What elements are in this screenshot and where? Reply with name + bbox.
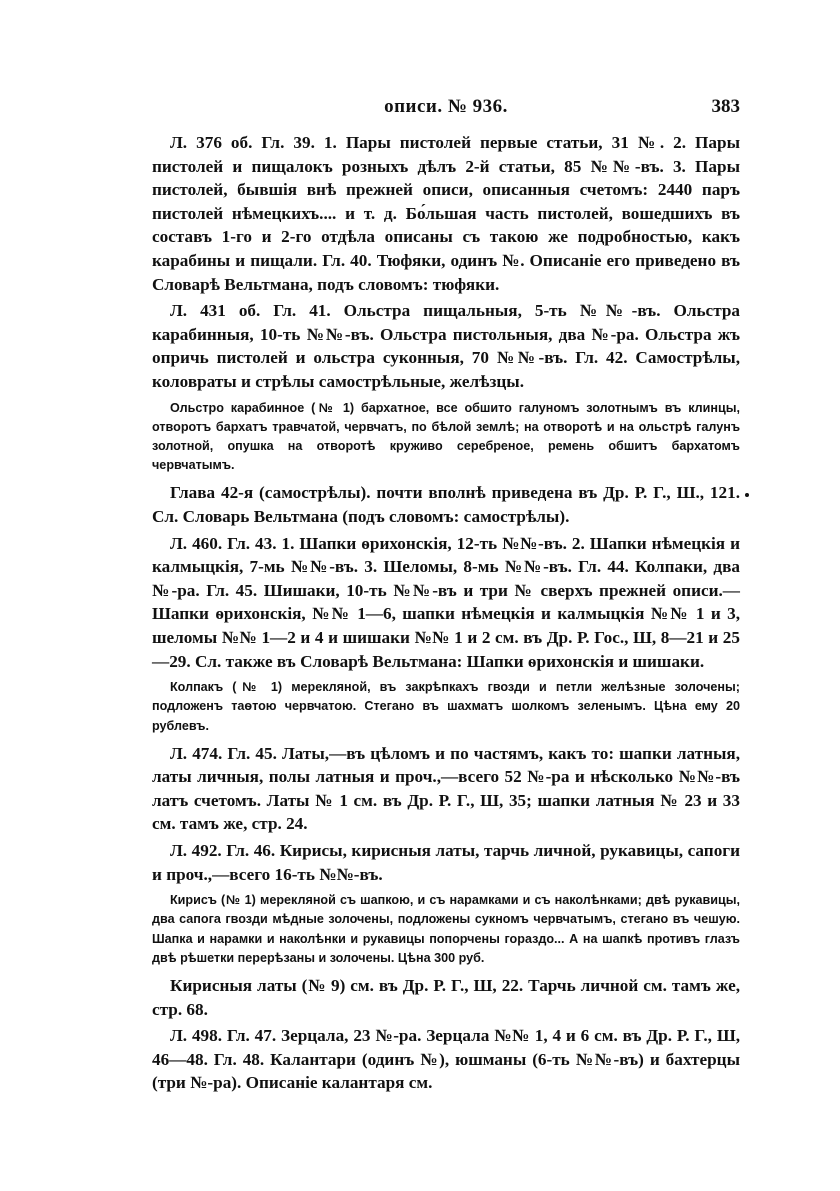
paragraph-l498: Л. 498. Гл. 47. Зерцала, 23 №-ра. Зерцала №№ 1, 4 и 6 см. въ Др. Р. Г., Ш, 46—48. Гл. 48. Калантари (одинъ №), юшманы (6-ть №№-въ) и бахтерцы (три №-ра). Описаніе калантаря см. bbox=[152, 1026, 740, 1093]
running-title: описи. № 936. bbox=[384, 96, 508, 117]
page-number: 383 bbox=[711, 96, 740, 117]
paragraph-l460: Л. 460. Гл. 43. 1. Шапки ѳрихонскія, 12-ть №№-въ. 2. Шапки нѣмецкія и калмыцкія, 7-мь №№-въ. 3. Шеломы, 8-мь №№-въ. Гл. 44. Колпаки, два №-ра. Гл. 45. Шишаки, 10-ть №№-въ и три № сверхъ прежней описи.—Шапки ѳрихонскія, №№ 1—6, шапки нѣмецкія и калмыцкія №№ 1 и 3, шеломы №№ 1—2 и 4 и шишаки №№ 1 и 2 см. въ Др. Р. Гос., Ш, 8—21 и 25—29. Сл. также въ Словарѣ Вельтмана: Шапки ѳрихонскія и шишаки. bbox=[152, 533, 740, 671]
quote-kiris: Кирисъ (№ 1) мерекляной съ шапкою, и съ нарамками и съ наколѣнками; двѣ рукавицы, два сапога гвозди мѣдные золочены, подложены сукномъ червчатымъ, стегано въ чешую. Шапка и нарамки и наколѣнки и рукавицы попорчены гораздо... А на шапкѣ противъ глазъ двѣ рѣшетки перерѣзаны и золочены. Цѣна 300 руб. bbox=[152, 893, 740, 965]
paragraph-l431: Л. 431 об. Гл. 41. Ольстра пищальныя, 5-ть №№-въ. Ольстра карабинныя, 10-ть №№-въ. Ольстра пистольныя, два №-ра. Ольстра жъ опричь пистолей и ольстра суконныя, 70 №№-въ. Гл. 42. Самострѣлы, коловраты и стрѣлы самострѣльные, желѣзцы. bbox=[152, 301, 740, 391]
paragraph-l492: Л. 492. Гл. 46. Кирисы, кирисныя латы, тарчь личной, рукавицы, сапоги и проч.,—всего 16-ть №№-въ. bbox=[152, 841, 740, 884]
paragraph-l376: Л. 376 об. Гл. 39. 1. Пары пистолей первые статьи, 31 №. 2. Пары пистолей и пищалокъ розныхъ дѣлъ 2-й статьи, 85 №№-въ. 3. Пары пистолей, бывшія внѣ прежней описи, описанныя счетомъ: 2440 паръ пистолей нѣмецкихъ.... и т. д. Бо́льшая часть пистолей, вошедшихъ въ составъ 1-го и 2-го отдѣла описаны съ такою же подробностью, какъ карабины и пищали. Гл. 40. Тюфяки, одинъ №. Описаніе его приведено въ Словарѣ Вельтмана, подъ словомъ: тюфяки. bbox=[152, 133, 740, 294]
paragraph-kirisnye-laty: Кирисныя латы (№ 9) см. въ Др. Р. Г., Ш, 22. Тарчь личной см. тамъ же, стр. 68. bbox=[152, 976, 740, 1019]
page-body bbox=[152, 130, 740, 1095]
quote-olstro: Ольстро карабинное (№ 1) бархатное, все обшито галуномъ золотнымъ въ клинцы, отворотъ бархатъ травчатой, червчатъ, по бѣлой землѣ; на отворотѣ и на ольстрѣ галунъ золотной, опушка на отворотѣ круживо серебреное, ремень обшитъ бархатомъ червчатымъ. bbox=[152, 400, 740, 473]
paragraph-l474: Л. 474. Гл. 45. Латы,—въ цѣломъ и по частямъ, какъ то: шапки латныя, латы личныя, полы латныя и проч.,—всего 52 №-ра и нѣсколько №№-въ латъ счетомъ. Латы № 1 см. въ Др. Р. Г., Ш, 35; шапки латныя № 23 и 33 см. тамъ же, стр. 24. bbox=[152, 743, 740, 834]
quote-kolpak: Колпакъ (№ 1) мерекляной, въ закрѣпкахъ гвозди и петли желѣзные золочены; подложенъ таѳтою червчатою. Стегано въ шахматъ шолкомъ зеленымъ. Цѣна ему 20 рублевъ. bbox=[152, 680, 740, 733]
ink-speck bbox=[745, 493, 749, 497]
page-header bbox=[152, 96, 740, 122]
paragraph-glava-42: Глава 42-я (самострѣлы). почти вполнѣ приведена въ Др. Р. Г., Ш., 121. Сл. Словарь Вельтмана (подъ словомъ: самострѣлы). bbox=[152, 483, 740, 526]
